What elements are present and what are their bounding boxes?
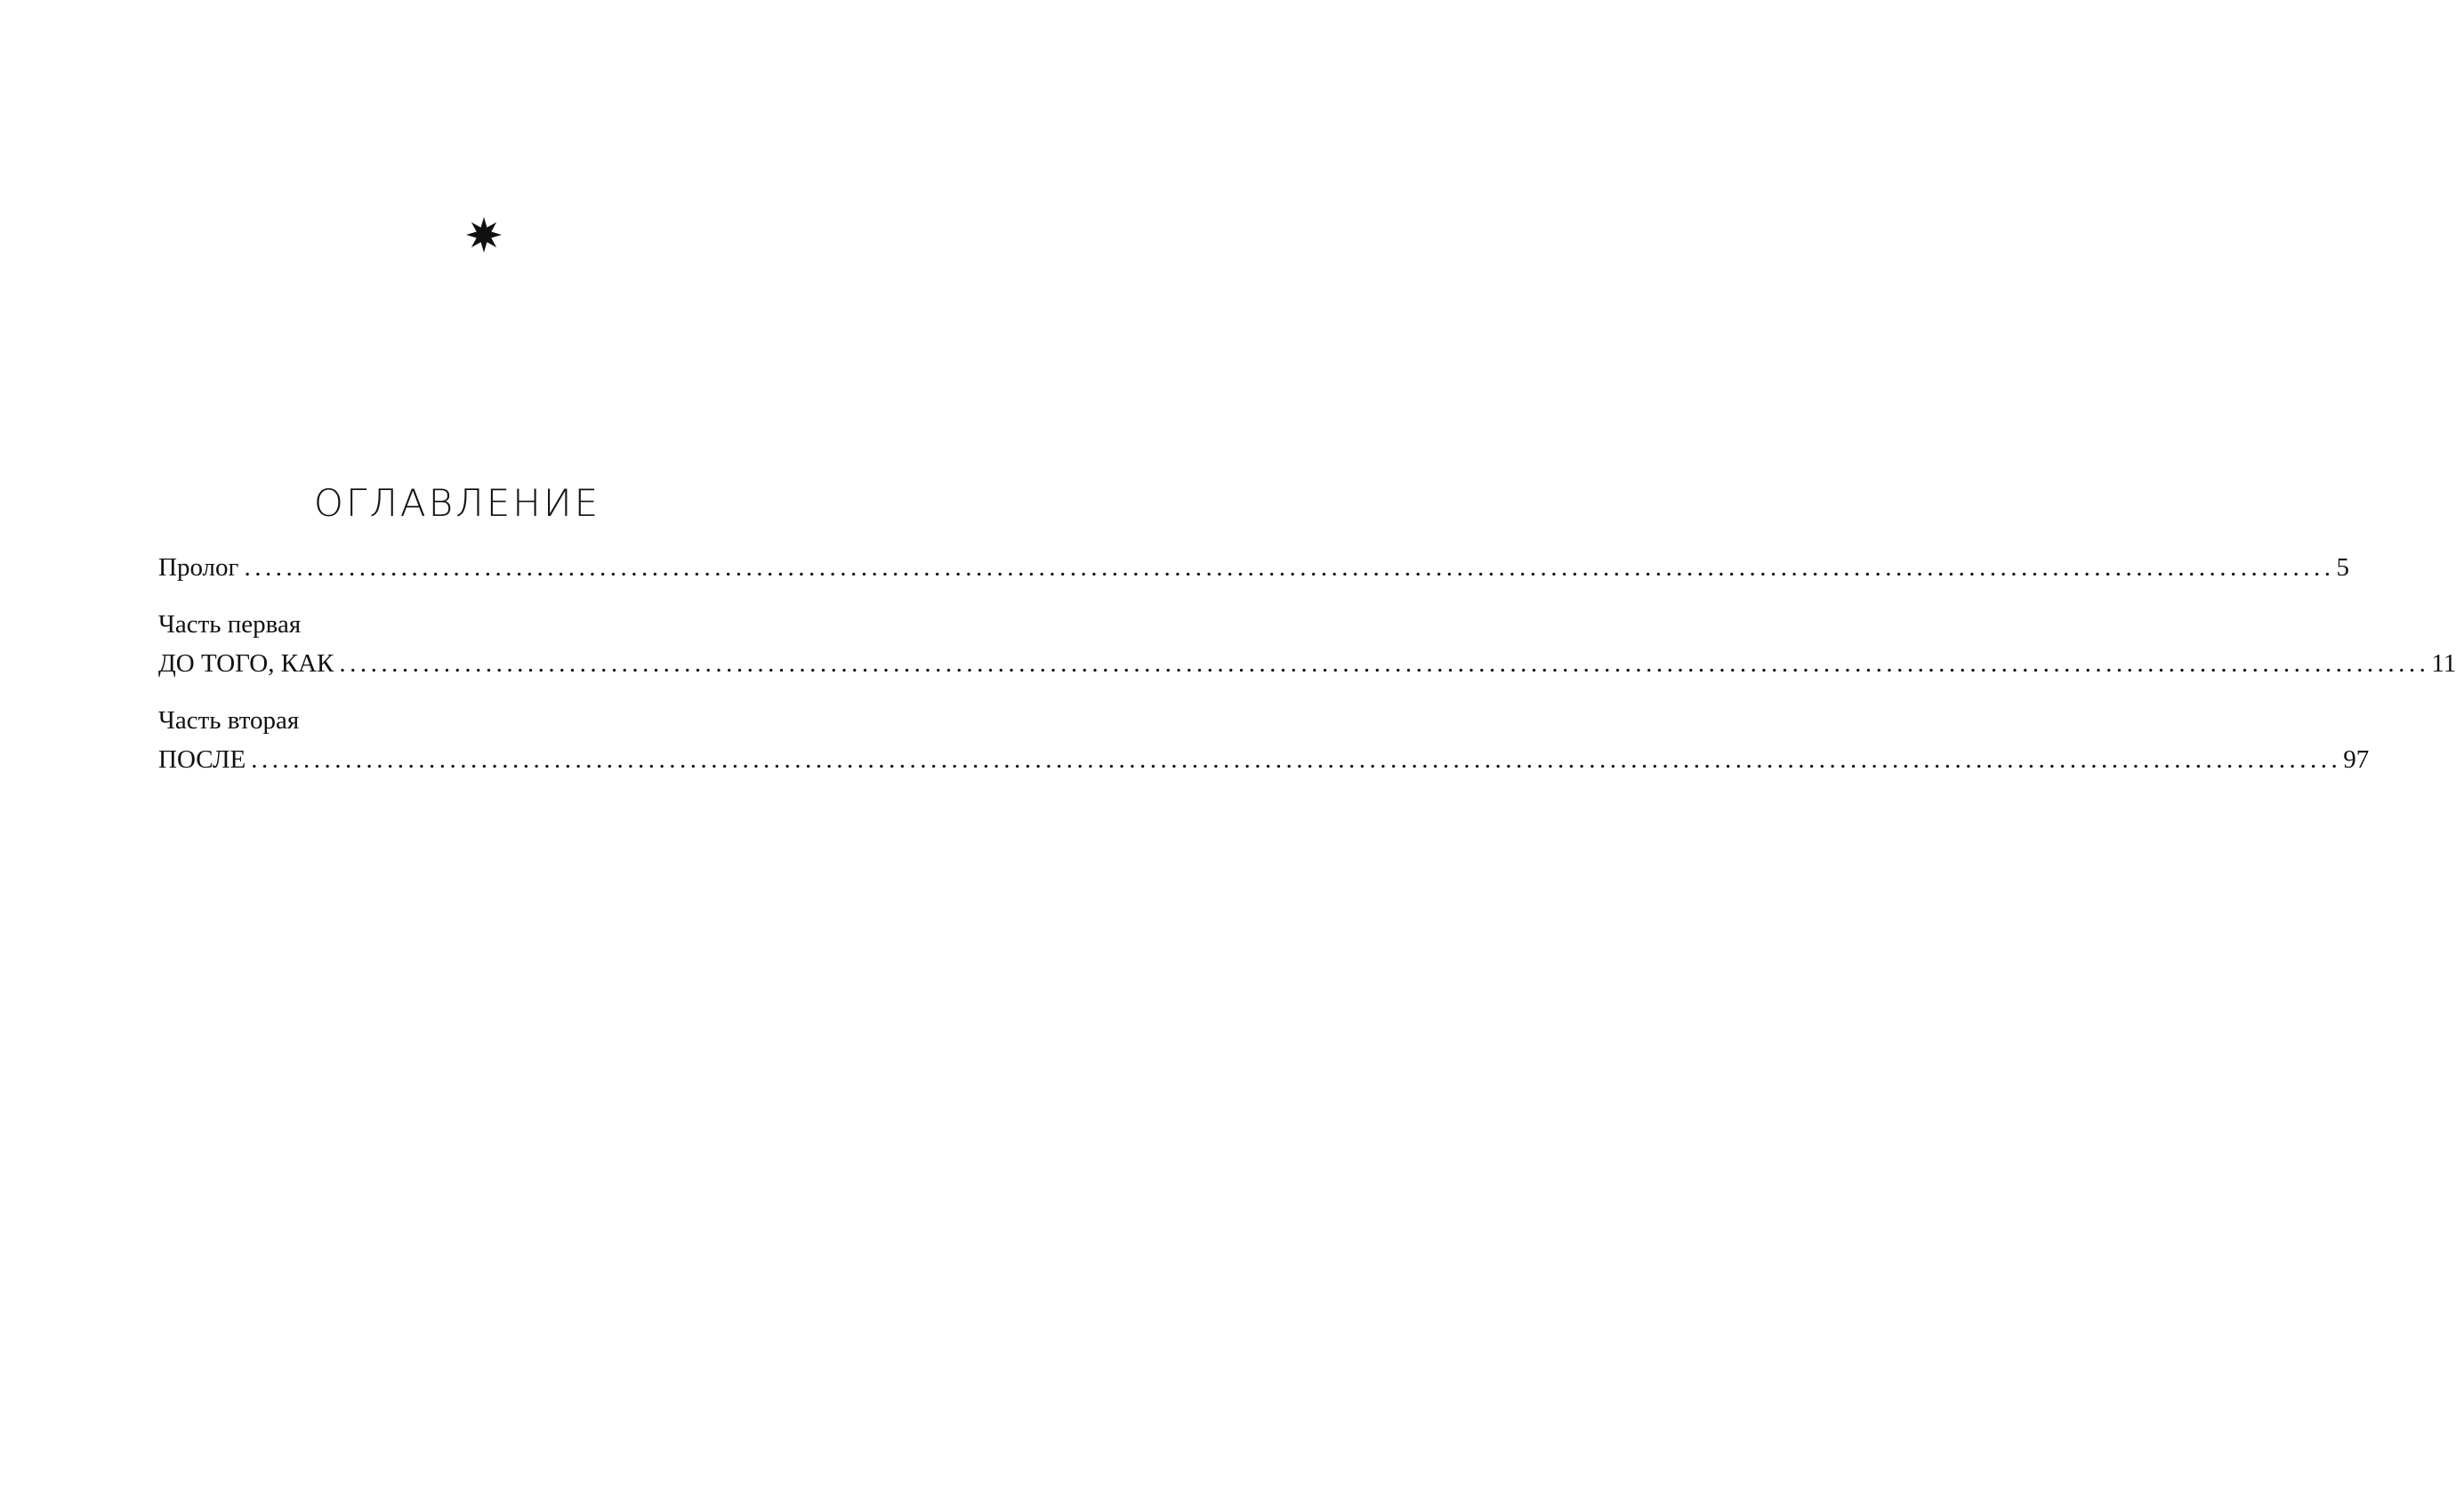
toc-part-label: Часть первая	[158, 610, 302, 639]
dot-leader: ........................................................................................................................................................................................................	[244, 553, 2335, 582]
dot-leader: ........................................................................................................................................................................................................	[251, 745, 2342, 774]
toc-entry-title: ПОСЛЕ	[158, 745, 246, 774]
toc-entry-page: 5	[2336, 553, 2349, 582]
eight-pointed-star-icon	[465, 216, 503, 253]
table-of-contents	[158, 548, 2456, 779]
toc-entry-page: 97	[2343, 745, 2370, 774]
toc-entry-prologue	[158, 548, 2349, 587]
toc-entry-title: ДО ТОГО, КАК	[158, 649, 334, 678]
toc-part-label: Часть вторая	[158, 706, 300, 735]
toc-entry-part-two	[158, 740, 2370, 779]
dot-leader: ........................................................................................................................................................................................................	[339, 649, 2430, 678]
toc-entry-page: 11	[2431, 649, 2456, 678]
toc-entry-part-one	[158, 644, 2456, 683]
page-title: ОГЛАВЛЕНИЕ	[313, 481, 601, 525]
toc-entry-title: Пролог	[158, 553, 239, 582]
